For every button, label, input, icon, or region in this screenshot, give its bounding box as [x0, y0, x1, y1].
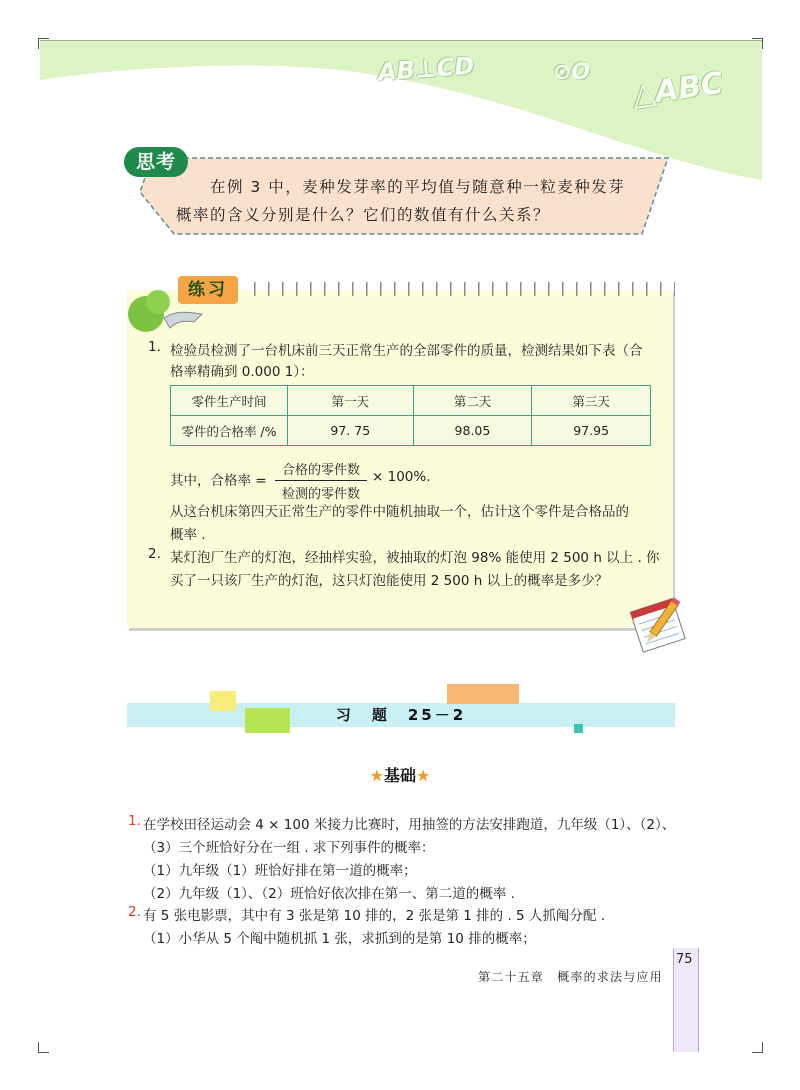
- page-number: 75: [676, 952, 693, 967]
- problem-2-number: 2.: [128, 904, 141, 920]
- problem-1-line-3: （1）九年级（1）班恰好排在第一道的概率；: [143, 863, 417, 879]
- section-heading-text: 基础: [383, 766, 416, 785]
- practice-label: 练习: [178, 276, 238, 304]
- think-line-1: 在例 3 中，麦种发芽率的平均值与随意种一粒麦种发芽: [210, 178, 626, 196]
- table-cell: 97. 75: [288, 416, 414, 446]
- table-cell: 零件的合格率 /%: [171, 416, 288, 446]
- deco-square-orange: [447, 684, 519, 704]
- problem-1-line-4: （2）九年级（1）、（2）班恰好依次排在第一、第二道的概率 .: [143, 886, 515, 902]
- problem-1-line-2: （3）三个班恰好分在一组 . 求下列事件的概率：: [143, 840, 435, 856]
- q2-number: 2.: [148, 546, 161, 562]
- section-heading-basic: [0, 763, 800, 786]
- notepad-pencil-icon: [626, 596, 692, 656]
- table-cell: 97.95: [532, 416, 651, 446]
- problem-2-line-1: 有 5 张电影票，其中有 3 张是第 10 排的，2 张是第 1 排的 . 5 人抓阄分配 .: [143, 908, 605, 924]
- q1-tail-line-2: 概率 .: [170, 527, 206, 543]
- quality-table: [170, 385, 651, 446]
- table-header: 第二天: [413, 386, 532, 416]
- think-line-2: 概率的含义分别是什么？它们的数值有什么关系？: [176, 206, 551, 224]
- formula-prefix: 其中，合格率 =: [170, 473, 267, 489]
- think-badge: 思考: [124, 147, 188, 177]
- table-header-row: [171, 386, 651, 416]
- problem-2-line-2: （1）小华从 5 个阄中随机抓 1 张，求抓到的是第 10 排的概率；: [143, 931, 536, 947]
- header-deco-circle: ⊙O: [553, 60, 591, 85]
- chapter-footer: 第二十五章 概率的求法与应用: [478, 970, 663, 984]
- table-header: 零件生产时间: [171, 386, 288, 416]
- table-row: [171, 416, 651, 446]
- q1-line-1: 检验员检测了一台机床前三天正常生产的全部零件的质量，检测结果如下表（合: [170, 343, 643, 359]
- table-header: 第三天: [532, 386, 651, 416]
- formula-suffix: × 100%.: [372, 469, 431, 485]
- header-deco-triangle: △ABC: [630, 65, 726, 114]
- problem-1-line-1: 在学校田径运动会 4 × 100 米接力比赛时，用抽签的方法安排跑道，九年级（1）、（2）、: [143, 817, 676, 833]
- exercise-title: 习 题 25－2: [335, 706, 467, 724]
- q2-line-1: 某灯泡厂生产的灯泡，经抽样实验，被抽取的灯泡 98% 能使用 2 500 h 以上 . 你: [170, 550, 660, 566]
- formula-fraction: [275, 459, 367, 502]
- crop-mark-bottom-left: [38, 1042, 49, 1053]
- q1-number: 1.: [148, 339, 161, 355]
- q1-tail-line-1: 从这台机床第四天正常生产的零件中随机抽取一个，估计这个零件是合格品的: [170, 504, 629, 520]
- formula-numerator: 合格的零件数: [275, 459, 367, 481]
- formula-denominator: 检测的零件数: [281, 487, 360, 502]
- q2-line-2: 买了一只该厂生产的灯泡，这只灯泡能使用 2 500 h 以上的概率是多少？: [170, 573, 609, 589]
- header-deco-perpendicular: AB⊥CD: [377, 51, 476, 87]
- table-cell: 98.05: [413, 416, 532, 446]
- q1-line-2: 格率精确到 0.000 1）：: [170, 364, 314, 380]
- problem-1-number: 1.: [128, 813, 141, 829]
- star-icon: ★: [416, 766, 431, 785]
- crop-mark-bottom-right: [752, 1042, 763, 1053]
- star-icon: ★: [369, 766, 384, 785]
- notebook-spiral: [245, 282, 675, 296]
- table-header: 第一天: [288, 386, 414, 416]
